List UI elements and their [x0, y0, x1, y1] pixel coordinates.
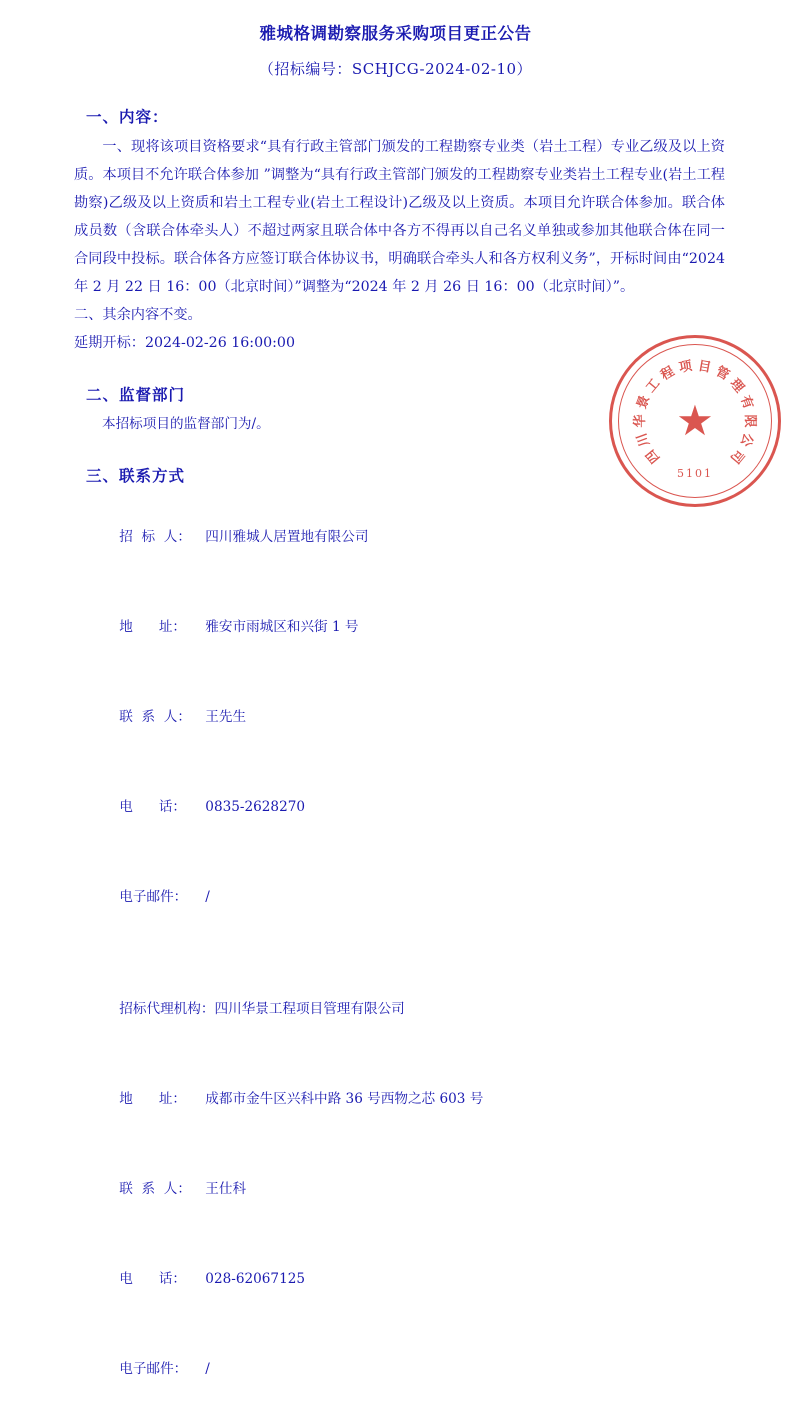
star-icon: ★ — [676, 396, 714, 445]
contact-label: 联 系 人： — [119, 1181, 191, 1197]
contact-label: 电 话： — [119, 799, 187, 815]
postpone-line: 延期开标：2024-02-26 16:00:00 — [74, 335, 295, 351]
contact-value: 成都市金牛区兴科中路 36 号西物之芯 603 号 — [205, 1091, 484, 1107]
contact-row-tenderer-name — [60, 492, 731, 582]
content-paragraph — [60, 133, 731, 301]
contact-value: / — [205, 889, 210, 905]
contact-row-tenderer-address — [60, 582, 731, 672]
contact-label: 招标代理机构： — [119, 1001, 215, 1017]
contact-value: 雅安市雨城区和兴街 1 号 — [205, 619, 359, 635]
contact-label: 电子邮件： — [119, 889, 188, 905]
contact-row-agency-address — [60, 1054, 731, 1144]
contact-label: 地 址： — [119, 1091, 187, 1107]
contact-label: 招 标 人： — [119, 529, 191, 545]
contact-row-agency-email — [60, 1324, 731, 1414]
contact-value: / — [205, 1361, 210, 1377]
seal-ring-text: 四 川 华 景 工 程 项 目 管 理 有 限 公 司 — [633, 358, 757, 466]
page-title: 雅城格调勘察服务采购项目更正公告 — [259, 24, 532, 43]
section-heading-contact: 三、联系方式 — [86, 466, 186, 485]
contact-row-agency-name — [60, 964, 731, 1054]
contact-value: 028-62067125 — [205, 1271, 306, 1287]
contact-label: 电子邮件： — [119, 1361, 188, 1377]
contact-row-tenderer-person — [60, 672, 731, 762]
contact-label: 电 话： — [119, 1271, 187, 1287]
contact-value: 四川华景工程项目管理有限公司 — [214, 1001, 405, 1017]
contact-value: 王仕科 — [205, 1181, 247, 1197]
tender-number: （招标编号：SCHJCG-2024-02-10） — [258, 60, 533, 78]
contact-value: 四川雅城人居置地有限公司 — [205, 529, 369, 545]
contact-row-agency-phone — [60, 1234, 731, 1324]
section-heading-supervision: 二、监督部门 — [86, 385, 186, 404]
document-page — [0, 20, 791, 1377]
contact-label: 地 址： — [119, 619, 187, 635]
content-paragraph-text: 一、现将该项目资格要求“具有行政主管部门颁发的工程勘察专业类（岩土工程）专业乙级及以上资质。本项目不允许联合体参加 ”调整为“具有行政主管部门颁发的工程勘察专业类岩土工程专业(岩土工程勘察)乙级及以上资质和岩土工程专业(岩土工程设计)乙级及以上资质。本项目允许联合体参加。联合体成员数（含联合体牵头人）不超过两家且联合体中各方不得再以自己名义单独或参加其他联合体在同一合同段中投标。联合体各方应签订联合体协议书，明确联合牵头人和各方权利义务”，开标时间由“2024 年 2 月 22 日 16：00（北京时间）”调整为“2024 年 2 月 26 日 16：00（北京时间）”。 — [74, 139, 725, 295]
contact-value: 王先生 — [205, 709, 247, 725]
contact-row-tenderer-phone — [60, 762, 731, 852]
supervision-text: 本招标项目的监督部门为/。 — [102, 416, 270, 432]
section-heading-content: 一、内容： — [86, 107, 169, 126]
contact-value: 0835-2628270 — [205, 799, 306, 815]
contact-row-tenderer-email — [60, 852, 731, 942]
content-line-2: 二、其余内容不变。 — [74, 307, 202, 323]
seal-bottom-text: 5101 — [677, 467, 713, 480]
contact-label: 联 系 人： — [119, 709, 191, 725]
contact-spacer — [60, 942, 731, 964]
contact-row-agency-person — [60, 1144, 731, 1234]
